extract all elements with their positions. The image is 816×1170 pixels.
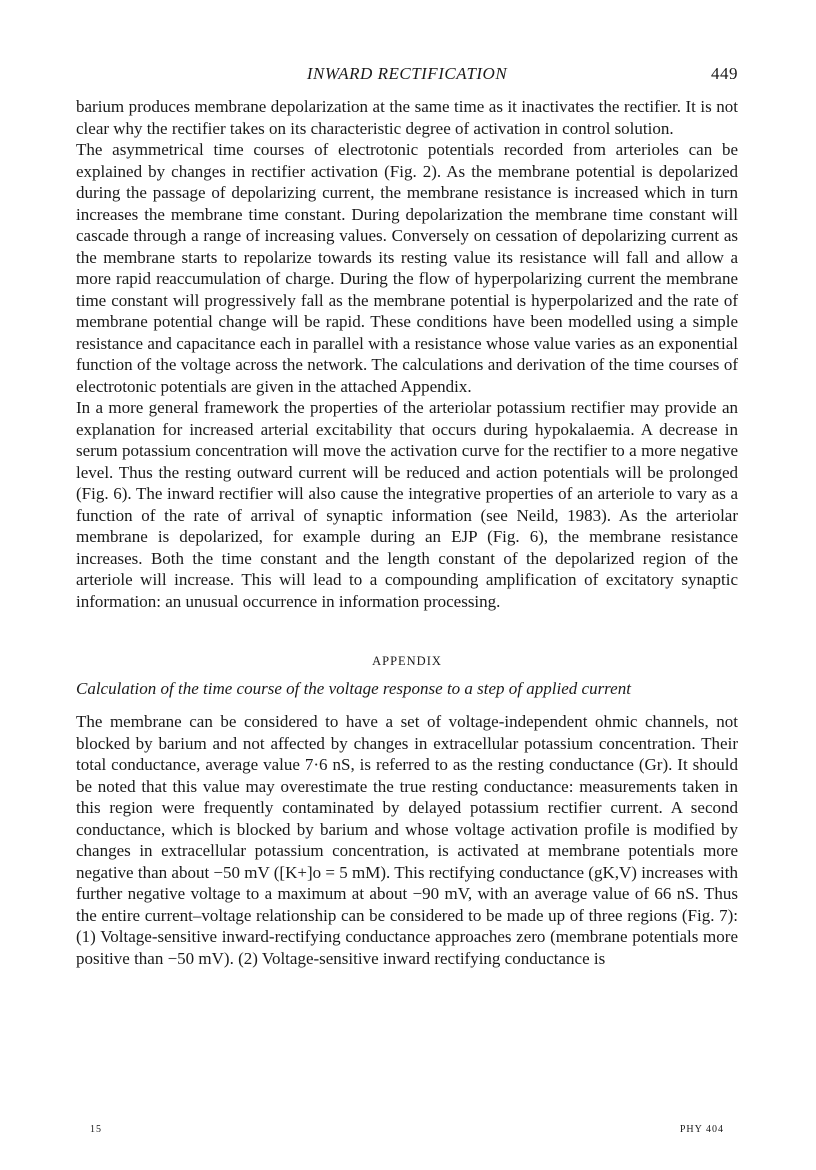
appendix-heading: APPENDIX bbox=[372, 654, 442, 668]
footer-signature: 15 bbox=[90, 1124, 102, 1135]
appendix-text bbox=[76, 711, 738, 969]
running-title: INWARD RECTIFICATION bbox=[306, 64, 508, 83]
paragraph-1: barium produces membrane depolarization at the same time as it inactivates the rectifier. It is not clear why the rectifier takes on its characteristic degree of activation in control solution. bbox=[76, 97, 738, 138]
page-number: 449 bbox=[711, 64, 738, 83]
appendix-paragraph: The membrane can be considered to have a set of voltage-independent ohmic channels, not blocked by barium and not affected by changes in extracellular potassium concentration. Their total conductance, average value 7·6 nS, is referred to as the resting conductance (Gr). It should be noted that this value may overestimate the true resting conductance: measurements taken in this region were frequently contaminated by delayed potassium rectifier current. A second conductance, which is blocked by barium and whose voltage activation profile is modified by changes in extracellular potassium concentration, is activated at membrane potentials more negative than about −50 mV ([K+]o = 5 mM). This rectifying conductance (gK,V) increases with further negative voltage to a maximum at about −90 mV, with an average value of 66 nS. Thus the entire current–voltage relationship can be considered to be made up of three regions (Fig. 7): (1) Voltage-sensitive inward-rectifying conductance approaches zero (membrane potentials more positive than −50 mV). (2) Voltage-sensitive inward rectifying conductance is bbox=[76, 712, 738, 968]
running-head bbox=[76, 62, 738, 88]
discussion-text bbox=[76, 96, 738, 612]
paragraph-3: In a more general framework the properties of the arteriolar potassium rectifier may provide an explanation for increased arterial excitability that occurs during hypokalaemia. A decrease in serum potassium concentration will move the activation curve for the rectifier to a more negative level. Thus the resting outward current will be reduced and action potentials will be prolonged (Fig. 6). The inward rectifier will also cause the integrative properties of an arteriole to vary as a function of the rate of arrival of synaptic information (see Neild, 1983). As the arteriolar membrane is depolarized, for example during an EJP (Fig. 6), the membrane resistance increases. Both the time constant and the length constant of the depolarized region of the arteriole will increase. This will lead to a compounding amplification of excitatory synaptic information: an unusual occurrence in information processing. bbox=[76, 398, 738, 611]
footer-journal-code: PHY 404 bbox=[679, 1124, 724, 1135]
paragraph-2: The asymmetrical time courses of electrotonic potentials recorded from arterioles can be explained by changes in rectifier activation (Fig. 2). As the membrane potential is depolarized during the passage of depolarizing current, the membrane resistance is increased which in turn increases the membrane time constant. During depolarization the membrane time constant will cascade through a range of increasing values. Conversely on cessation of depolarizing current as the membrane starts to repolarize towards its resting value its resistance will fall and allow a more rapid reaccumulation of charge. During the flow of hyperpolarizing current the membrane time constant will progressively fall as the membrane potential is hyperpolarized and the rate of membrane potential change will be rapid. These conditions have been modelled using a simple resistance and capacitance each in parallel with a resistance whose value varies as an exponential function of the voltage across the network. The calculations and derivation of the time courses of electrotonic potentials are given in the attached Appendix. bbox=[76, 140, 738, 396]
journal-page bbox=[76, 62, 738, 969]
page-footer bbox=[76, 1124, 738, 1142]
appendix-subheading: Calculation of the time course of the voltage response to a step of applied current bbox=[76, 679, 631, 698]
